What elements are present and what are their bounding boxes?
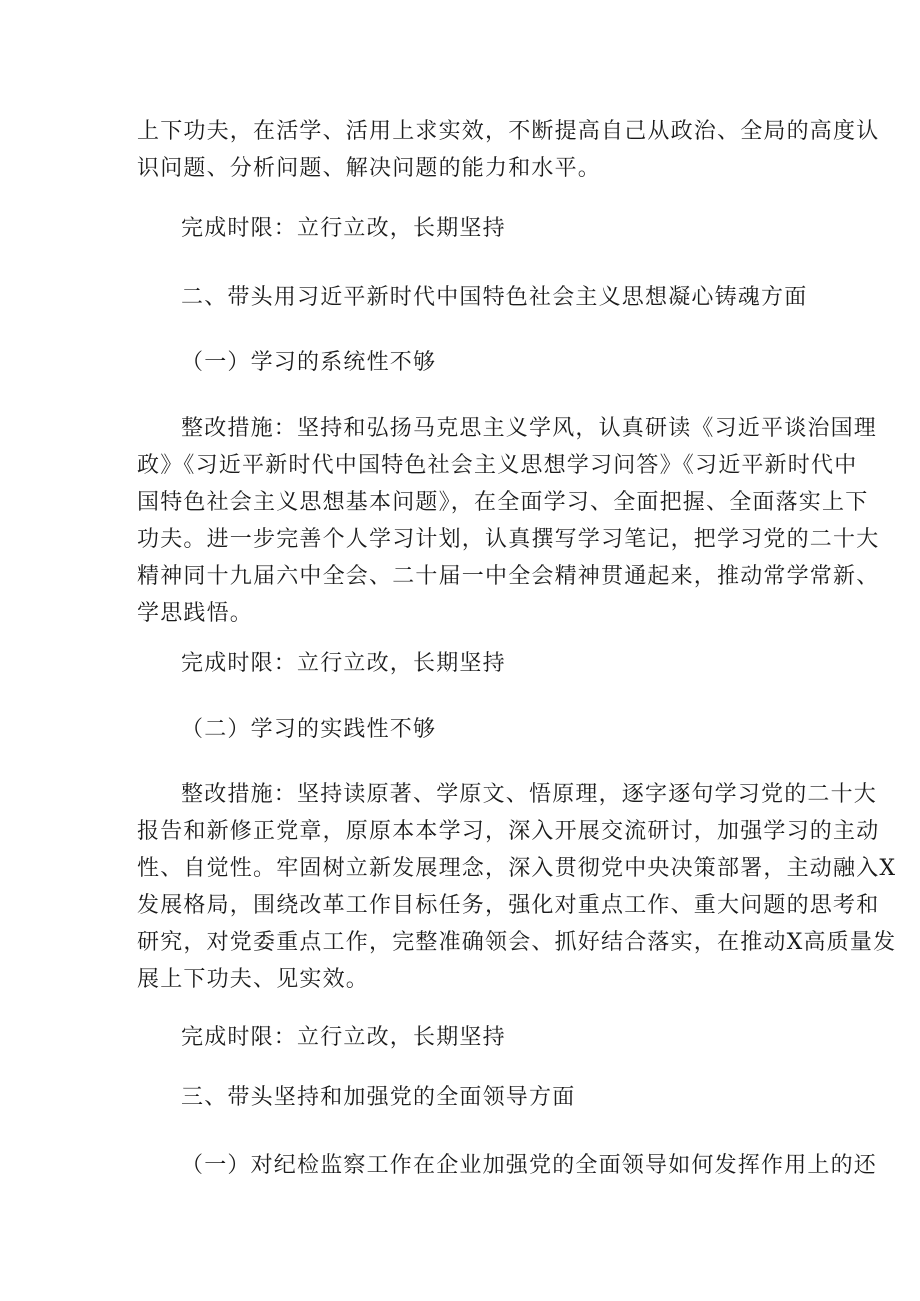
deadline-text: 完成时限：立行立改，长期坚持	[181, 216, 506, 241]
text-line: 识问题、分析问题、解决问题的能力和水平。	[137, 156, 602, 181]
text-line: 报告和新修正党章，原原本本学习，深入开展交流研讨，加强学习的主动	[137, 819, 880, 844]
text-line: 研究，对党委重点工作，完整准确领会、抓好结合落实，在推动X高质量发	[137, 930, 897, 955]
text-line: 政》《习近平新时代中国特色社会主义思想学习问答》《习近平新时代中	[137, 453, 858, 478]
text-line: 整改措施：坚持和弘扬马克思主义学风，认真研读《习近平谈治国理	[181, 416, 878, 441]
paragraph-measures-2	[137, 776, 896, 998]
paragraph-measures-1	[137, 410, 879, 632]
text-line: 发展格局，围绕改革工作目标任务，强化对重点工作、重大问题的思考和	[137, 893, 880, 918]
subsection-heading: （一）对纪检监察工作在企业加强党的全面领导如何发挥作用上的还	[181, 1153, 878, 1178]
text-line: 功夫。进一步完善个人学习计划，认真撰写学习笔记，把学习党的二十大	[137, 527, 880, 552]
subsection-heading: （二）学习的实践性不够	[181, 717, 437, 742]
paragraph-intro	[137, 113, 879, 187]
text-line: 学思践悟。	[137, 601, 254, 626]
deadline-text: 完成时限：立行立改，长期坚持	[181, 651, 506, 676]
text-line: 精神同十九届六中全会、二十届一中全会精神贯通起来，推动常学常新、	[137, 564, 880, 589]
section-heading: 二、带头用习近平新时代中国特色社会主义思想凝心铸魂方面	[181, 285, 808, 310]
text-line: 整改措施：坚持读原著、学原文、悟原理，逐字逐句学习党的二十大	[181, 782, 878, 807]
text-line: 展上下功夫、见实效。	[137, 967, 370, 992]
text-line: 上下功夫，在活学、活用上求实效，不断提高自己从政治、全局的高度认	[137, 119, 880, 144]
section-heading: 三、带头坚持和加强党的全面领导方面	[181, 1085, 576, 1110]
deadline-text: 完成时限：立行立改，长期坚持	[181, 1025, 506, 1050]
text-line: 性、自觉性。牢固树立新发展理念，深入贯彻党中央决策部署，主动融入X	[137, 856, 897, 881]
text-line: 国特色社会主义思想基本问题》，在全面学习、全面把握、全面落实上下	[137, 490, 869, 515]
subsection-heading: （一）学习的系统性不够	[181, 350, 437, 375]
